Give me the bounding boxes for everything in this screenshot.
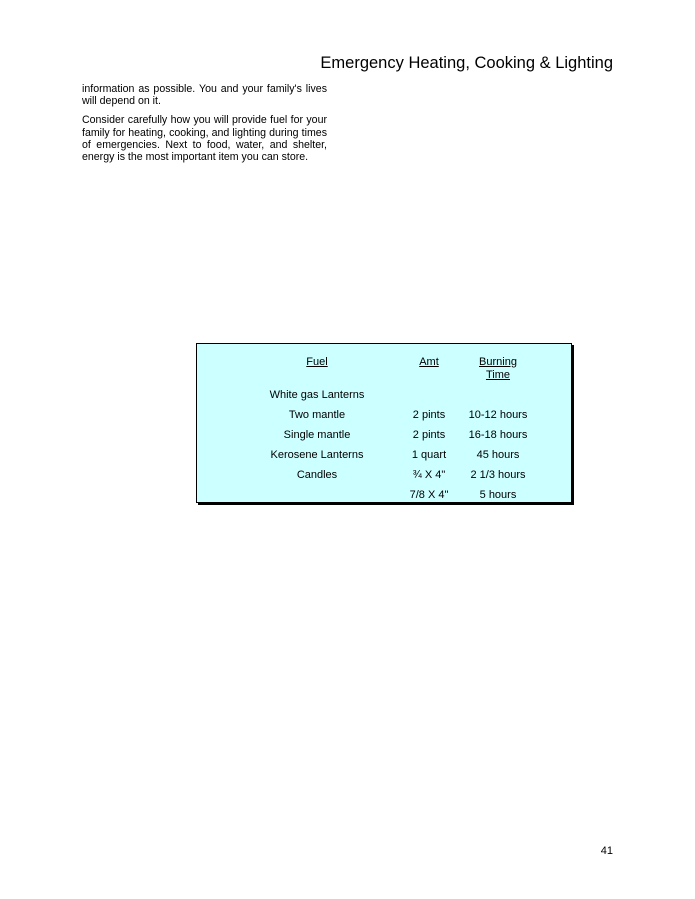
table-cell-amt: 7/8 X 4": [409, 489, 449, 501]
running-header: Emergency Heating, Cooking & Lighting: [320, 54, 613, 72]
table-cell-amt: 2 pints: [412, 409, 446, 421]
table-cell-time: 16-18 hours: [468, 429, 528, 441]
page-number: 41: [600, 845, 613, 857]
table-cell-fuel: Single mantle: [283, 429, 351, 441]
column-header-time: Time: [485, 369, 511, 381]
table-cell-fuel: Two mantle: [288, 409, 346, 421]
fuel-burning-time-table: [196, 343, 572, 503]
table-cell-time: 5 hours: [479, 489, 517, 501]
table-cell-time: 45 hours: [476, 449, 520, 461]
table-cell-fuel: Candles: [296, 469, 338, 481]
paragraph: information as possible. You and your family's lives will depend on it.: [82, 83, 327, 108]
body-text-column: [82, 83, 327, 170]
column-header-amt: Amt: [419, 356, 439, 368]
table-cell-amt: 2 pints: [412, 429, 446, 441]
table-cell-time: 10-12 hours: [468, 409, 528, 421]
table-cell-amt: ¾ X 4": [412, 469, 446, 481]
paragraph: Consider carefully how you will provide fuel for your family for heating, cooking, and lighting during times of emergencies. Next to food, water, and shelter, energy is the most important item you can store.: [82, 114, 327, 164]
table-cell-fuel: White gas Lanterns: [269, 389, 365, 401]
column-header-burning: Burning: [479, 356, 517, 368]
column-header-fuel: Fuel: [306, 356, 328, 368]
table-cell-amt: 1 quart: [411, 449, 447, 461]
table-cell-fuel: Kerosene Lanterns: [270, 449, 364, 461]
table-cell-time: 2 1/3 hours: [470, 469, 526, 481]
